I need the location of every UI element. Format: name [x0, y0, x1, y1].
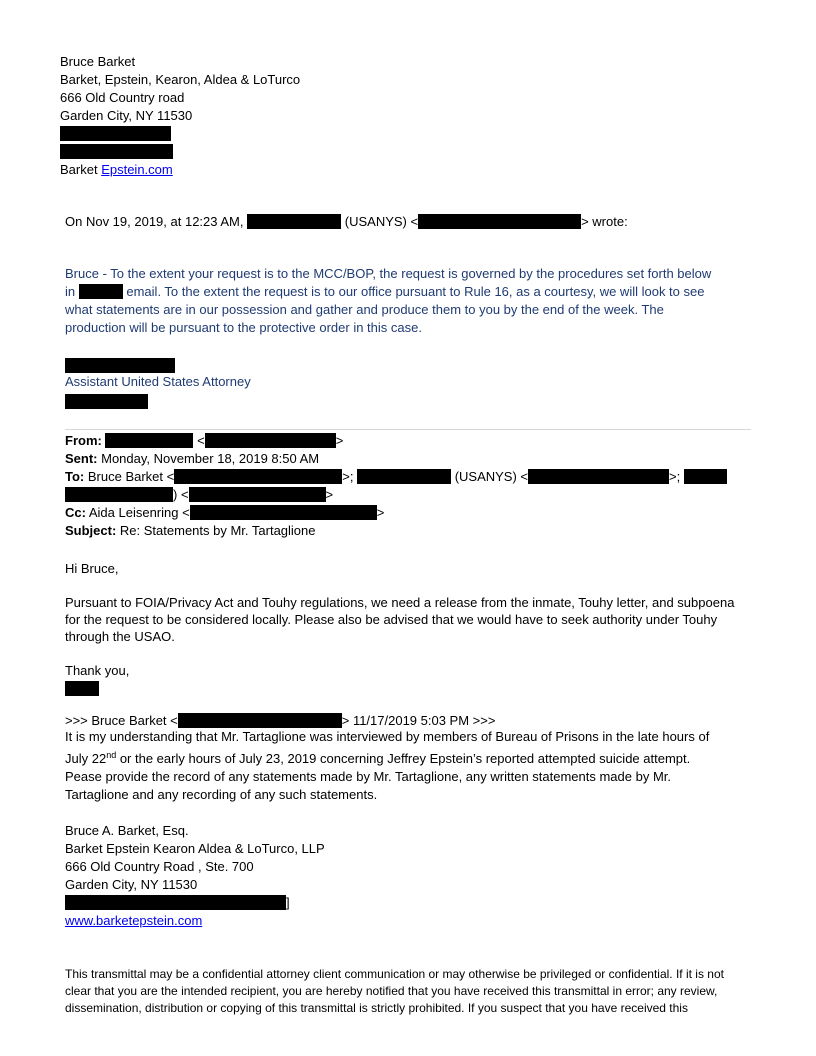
- redaction-from-email: [205, 433, 336, 448]
- body-closing: Thank you,: [65, 663, 130, 678]
- quoted-sig-name: Bruce A. Barket, Esq.: [65, 823, 189, 838]
- quoted-sig-firm: Barket Epstein Kearon Aldea & LoTurco, LLP: [65, 841, 325, 856]
- signature-address-line-1: 666 Old Country road: [60, 90, 185, 105]
- redaction-phone-2: [60, 143, 173, 161]
- quoted-line-1: It is my understanding that Mr. Tartaglione was interviewed by members of Bureau of Prisons in the late hours of: [65, 729, 710, 744]
- redaction-closing-name: [65, 680, 99, 698]
- signature-website-link[interactable]: Epstein.com: [101, 162, 173, 177]
- quoted-sig-address-1: 666 Old Country Road , Ste. 700: [65, 859, 254, 874]
- reply-line-2: [65, 283, 704, 301]
- redaction-from-name: [105, 433, 193, 448]
- subject-label: Subject:: [65, 523, 117, 538]
- ausa-title: Assistant United States Attorney: [65, 374, 251, 389]
- body-p1-line-3: through the USAO.: [65, 629, 175, 644]
- wrote-header-org: (USANYS) <: [344, 214, 419, 229]
- header-from: From: < >: [65, 433, 344, 448]
- quoted-line-2-sup: nd: [106, 750, 117, 760]
- body-p1-line-2: for the request to be considered locally. Please also be advised that we would have to seek authority under Touhy: [65, 612, 718, 627]
- quoted-header-prefix: >>> Bruce Barket <: [65, 713, 178, 728]
- signature-website-prefix: Barket: [60, 162, 102, 177]
- body-p1-line-1: Pursuant to FOIA/Privacy Act and Touhy regulations, we need a release from the inmate, Touhy letter, and subpoena: [65, 595, 735, 610]
- reply-line-2a: in: [65, 284, 76, 299]
- signature-address-line-2: Garden City, NY 11530: [60, 108, 193, 123]
- quoted-sig-website-link[interactable]: www.barketepstein.com: [65, 913, 203, 928]
- reply-line-3: what statements are in our possession and gather and produce them to you by the end of the week. The: [65, 302, 664, 317]
- redaction-to-name-3a: [684, 469, 727, 484]
- cc-label: Cc:: [65, 505, 86, 520]
- reply-line-1: Bruce - To the extent your request is to the MCC/BOP, the request is governed by the procedures set forth below: [65, 266, 712, 281]
- body-greeting: Hi Bruce,: [65, 561, 119, 576]
- signature-website: [60, 161, 173, 179]
- redaction-to-name-3b: [65, 487, 173, 502]
- reply-line-2b: email. To the extent the request is to our office pursuant to Rule 16, as a courtesy, we will look to see: [126, 284, 705, 299]
- redaction-sender-name: [247, 214, 341, 229]
- cc-value: Aida Leisenring <: [88, 505, 190, 520]
- redaction-sender-email: [418, 214, 581, 229]
- quoted-line-2-prefix: July 22: [65, 751, 107, 766]
- redaction-quoted-phone: [65, 895, 286, 910]
- from-label: From:: [65, 433, 102, 448]
- quoted-sig-website: [65, 912, 202, 930]
- subject-value: Re: Statements by Mr. Tartaglione: [119, 523, 316, 538]
- redaction-to-email-2: [528, 469, 669, 484]
- to-value: Bruce Barket <: [87, 469, 175, 484]
- quoted-sig-bracket: ]: [286, 895, 290, 910]
- signature-firm: Barket, Epstein, Kearon, Aldea & LoTurco: [60, 72, 301, 87]
- redaction-to-name-2: [357, 469, 451, 484]
- quoted-line-2: [65, 750, 690, 768]
- sent-value: Monday, November 18, 2019 8:50 AM: [101, 451, 320, 466]
- header-cc: Cc: Aida Leisenring < >: [65, 505, 385, 520]
- quoted-sig-address-2: Garden City, NY 11530: [65, 877, 198, 892]
- redaction-reply-name: [79, 284, 123, 299]
- sent-label: Sent:: [65, 451, 98, 466]
- header-divider: [65, 429, 751, 430]
- redaction-to-email-1: [174, 469, 342, 484]
- header-to-cont: ) < >: [65, 486, 333, 504]
- quoted-sig-redaction-line: [65, 894, 290, 912]
- disclaimer-line-1: This transmittal may be a confidential attorney client communication or may otherwise be privileged or confidential. If it is not: [65, 967, 724, 981]
- quoted-header-suffix: > 11/17/2019 5:03 PM >>>: [341, 713, 496, 728]
- signature-name: Bruce Barket: [60, 54, 136, 69]
- wrote-header-suffix: > wrote:: [581, 214, 628, 229]
- quoted-line-4: Tartaglione and any recording of any such statements.: [65, 787, 378, 802]
- header-sent: [65, 450, 319, 468]
- reply-line-4: production will be pursuant to the protective order in this case.: [65, 320, 422, 335]
- redaction-cc-email: [190, 505, 377, 520]
- header-subject: [65, 522, 316, 540]
- to-label: To:: [65, 469, 85, 484]
- redaction-phone-1: [60, 125, 171, 143]
- quoted-line-3: Pease provide the record of any statements made by Mr. Tartaglione, any written statements made by Mr.: [65, 769, 672, 784]
- disclaimer-line-2: clear that you are the intended recipient, you are hereby notified that you have received this transmittal in error; any review,: [65, 984, 718, 998]
- quoted-line-2-rest: or the early hours of July 23, 2019 concerning Jeffrey Epstein’s reported attempted suicide attempt.: [116, 751, 691, 766]
- to-usanys: (USANYS) <: [454, 469, 529, 484]
- redaction-to-email-3: [189, 487, 326, 502]
- wrote-header-prefix: On Nov 19, 2019, at 12:23 AM,: [65, 214, 244, 229]
- header-to: To: Bruce Barket < >; (USANYS) < >;: [65, 468, 727, 486]
- disclaimer-line-3: dissemination, distribution or copying of this transmittal is strictly prohibited. If you suspect that you have received this: [65, 1001, 688, 1015]
- redaction-ausa-phone: [65, 393, 148, 411]
- redaction-quoted-email: [178, 713, 342, 728]
- wrote-header: [65, 213, 628, 231]
